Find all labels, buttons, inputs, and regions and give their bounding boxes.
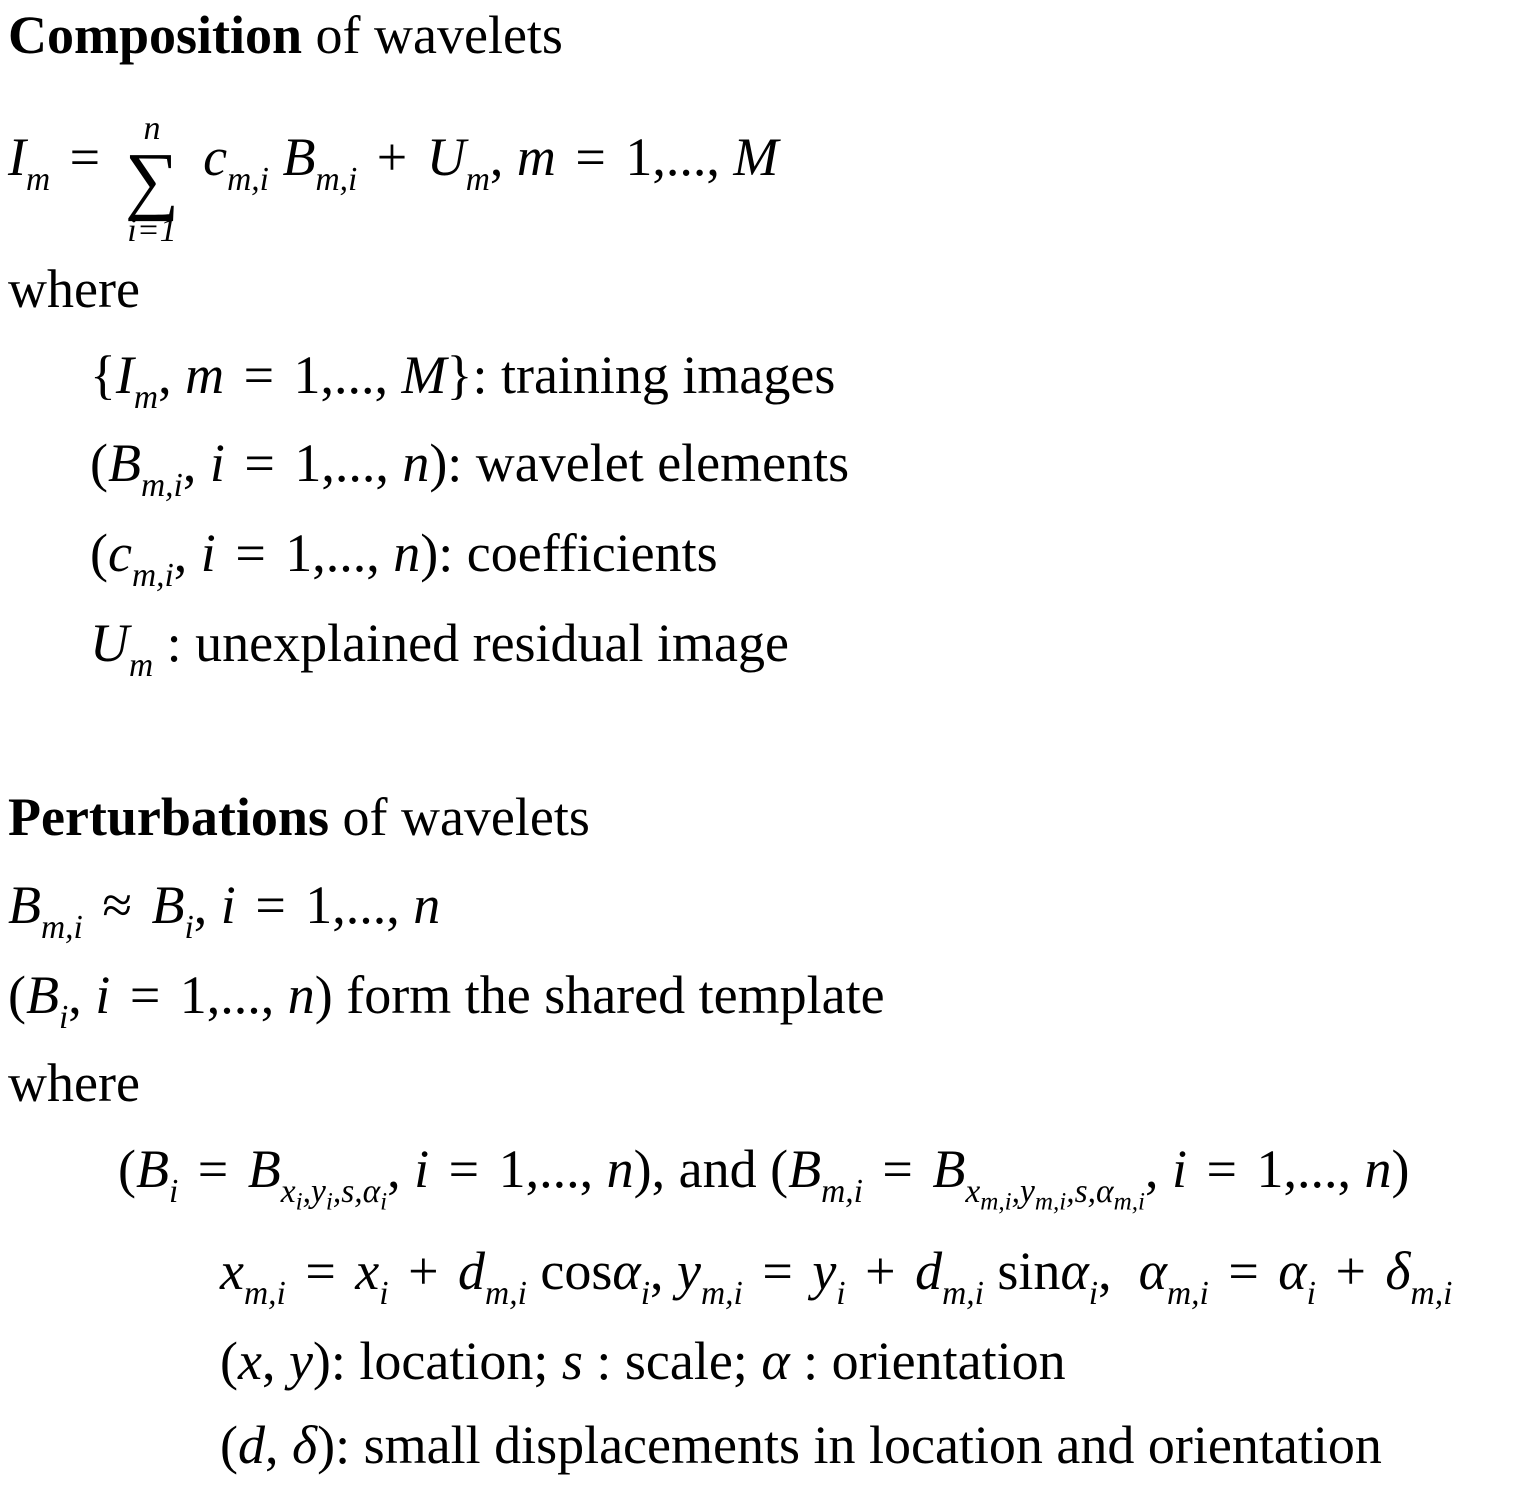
shared-template-text: form the shared template (346, 965, 885, 1025)
wavelet-parameterization: ($B_i = B_{x_i,y_i,s,\alpha_i}$, i = 1,..., n), and ($B_{m,i} = B_{x_{m,i},y_{m,i},s,\alpha_{m,i}}$, i = 1,..., n) (118, 1139, 1410, 1216)
def-location-scale-orientation: (x, y): location; s : scale; α : orientation (220, 1331, 1066, 1391)
perturbation-equations: $x_{m,i} = x_i + d_{m,i}$ cosα$_i$, $y_{m,i} = y_i + d_{m,i}$ sinα$_i$, $\alpha_{m,i} = \alpha_i + \delta_{m,i}$ (220, 1241, 1453, 1313)
def-displacements: (d, δ): small displacements in location and orientation (220, 1415, 1382, 1475)
section2-title (8, 787, 590, 847)
where-label-1: where (8, 259, 140, 319)
def-coefficients: ($c_{m,i}$, i = 1,..., n): coefficients (90, 523, 718, 595)
def-scale-text: : scale; (596, 1331, 748, 1391)
def-training-images: {$I_m$, m = 1,..., M}: training images (90, 345, 836, 417)
section1-title-bold: Composition (8, 5, 303, 65)
sum-lower-limit: i=1 (127, 212, 177, 250)
section2-title-rest: of wavelets (342, 787, 590, 847)
def-orientation-text: : orientation (803, 1331, 1066, 1391)
summation-symbol: n ∑ i=1 (116, 112, 188, 248)
def-displacements-text: : small displacements in location and orientation (335, 1415, 1382, 1475)
def-residual-text: : unexplained residual image (166, 613, 789, 673)
def-residual: $U_m$ : unexplained residual image (90, 613, 789, 685)
section1-title (8, 5, 563, 65)
def-coefficients-text: : coefficients (438, 523, 718, 583)
section2-title-bold: Perturbations (8, 787, 329, 847)
def-location-text: : location; (330, 1331, 549, 1391)
composition-equation: $I_m = c_{m,i}$ $B_{m,i} + U_m$, m = 1,..., M (8, 127, 779, 199)
section1-title-rest: of wavelets (315, 5, 563, 65)
approx-equation: $B_{m,i} \approx B_i$, i = 1,..., n (8, 875, 441, 947)
where-label-2: where (8, 1053, 140, 1113)
def-wavelet-elements: ($B_{m,i}$, i = 1,..., n): wavelet elements (90, 433, 850, 505)
def-wavelet-elements-text: : wavelet elements (447, 433, 850, 493)
shared-template-line: ($B_i$, i = 1,..., n) form the shared template (8, 965, 885, 1037)
def-training-images-text: : training images (472, 345, 836, 405)
and-text: and (678, 1139, 757, 1199)
sum-upper-limit: n (143, 110, 161, 147)
